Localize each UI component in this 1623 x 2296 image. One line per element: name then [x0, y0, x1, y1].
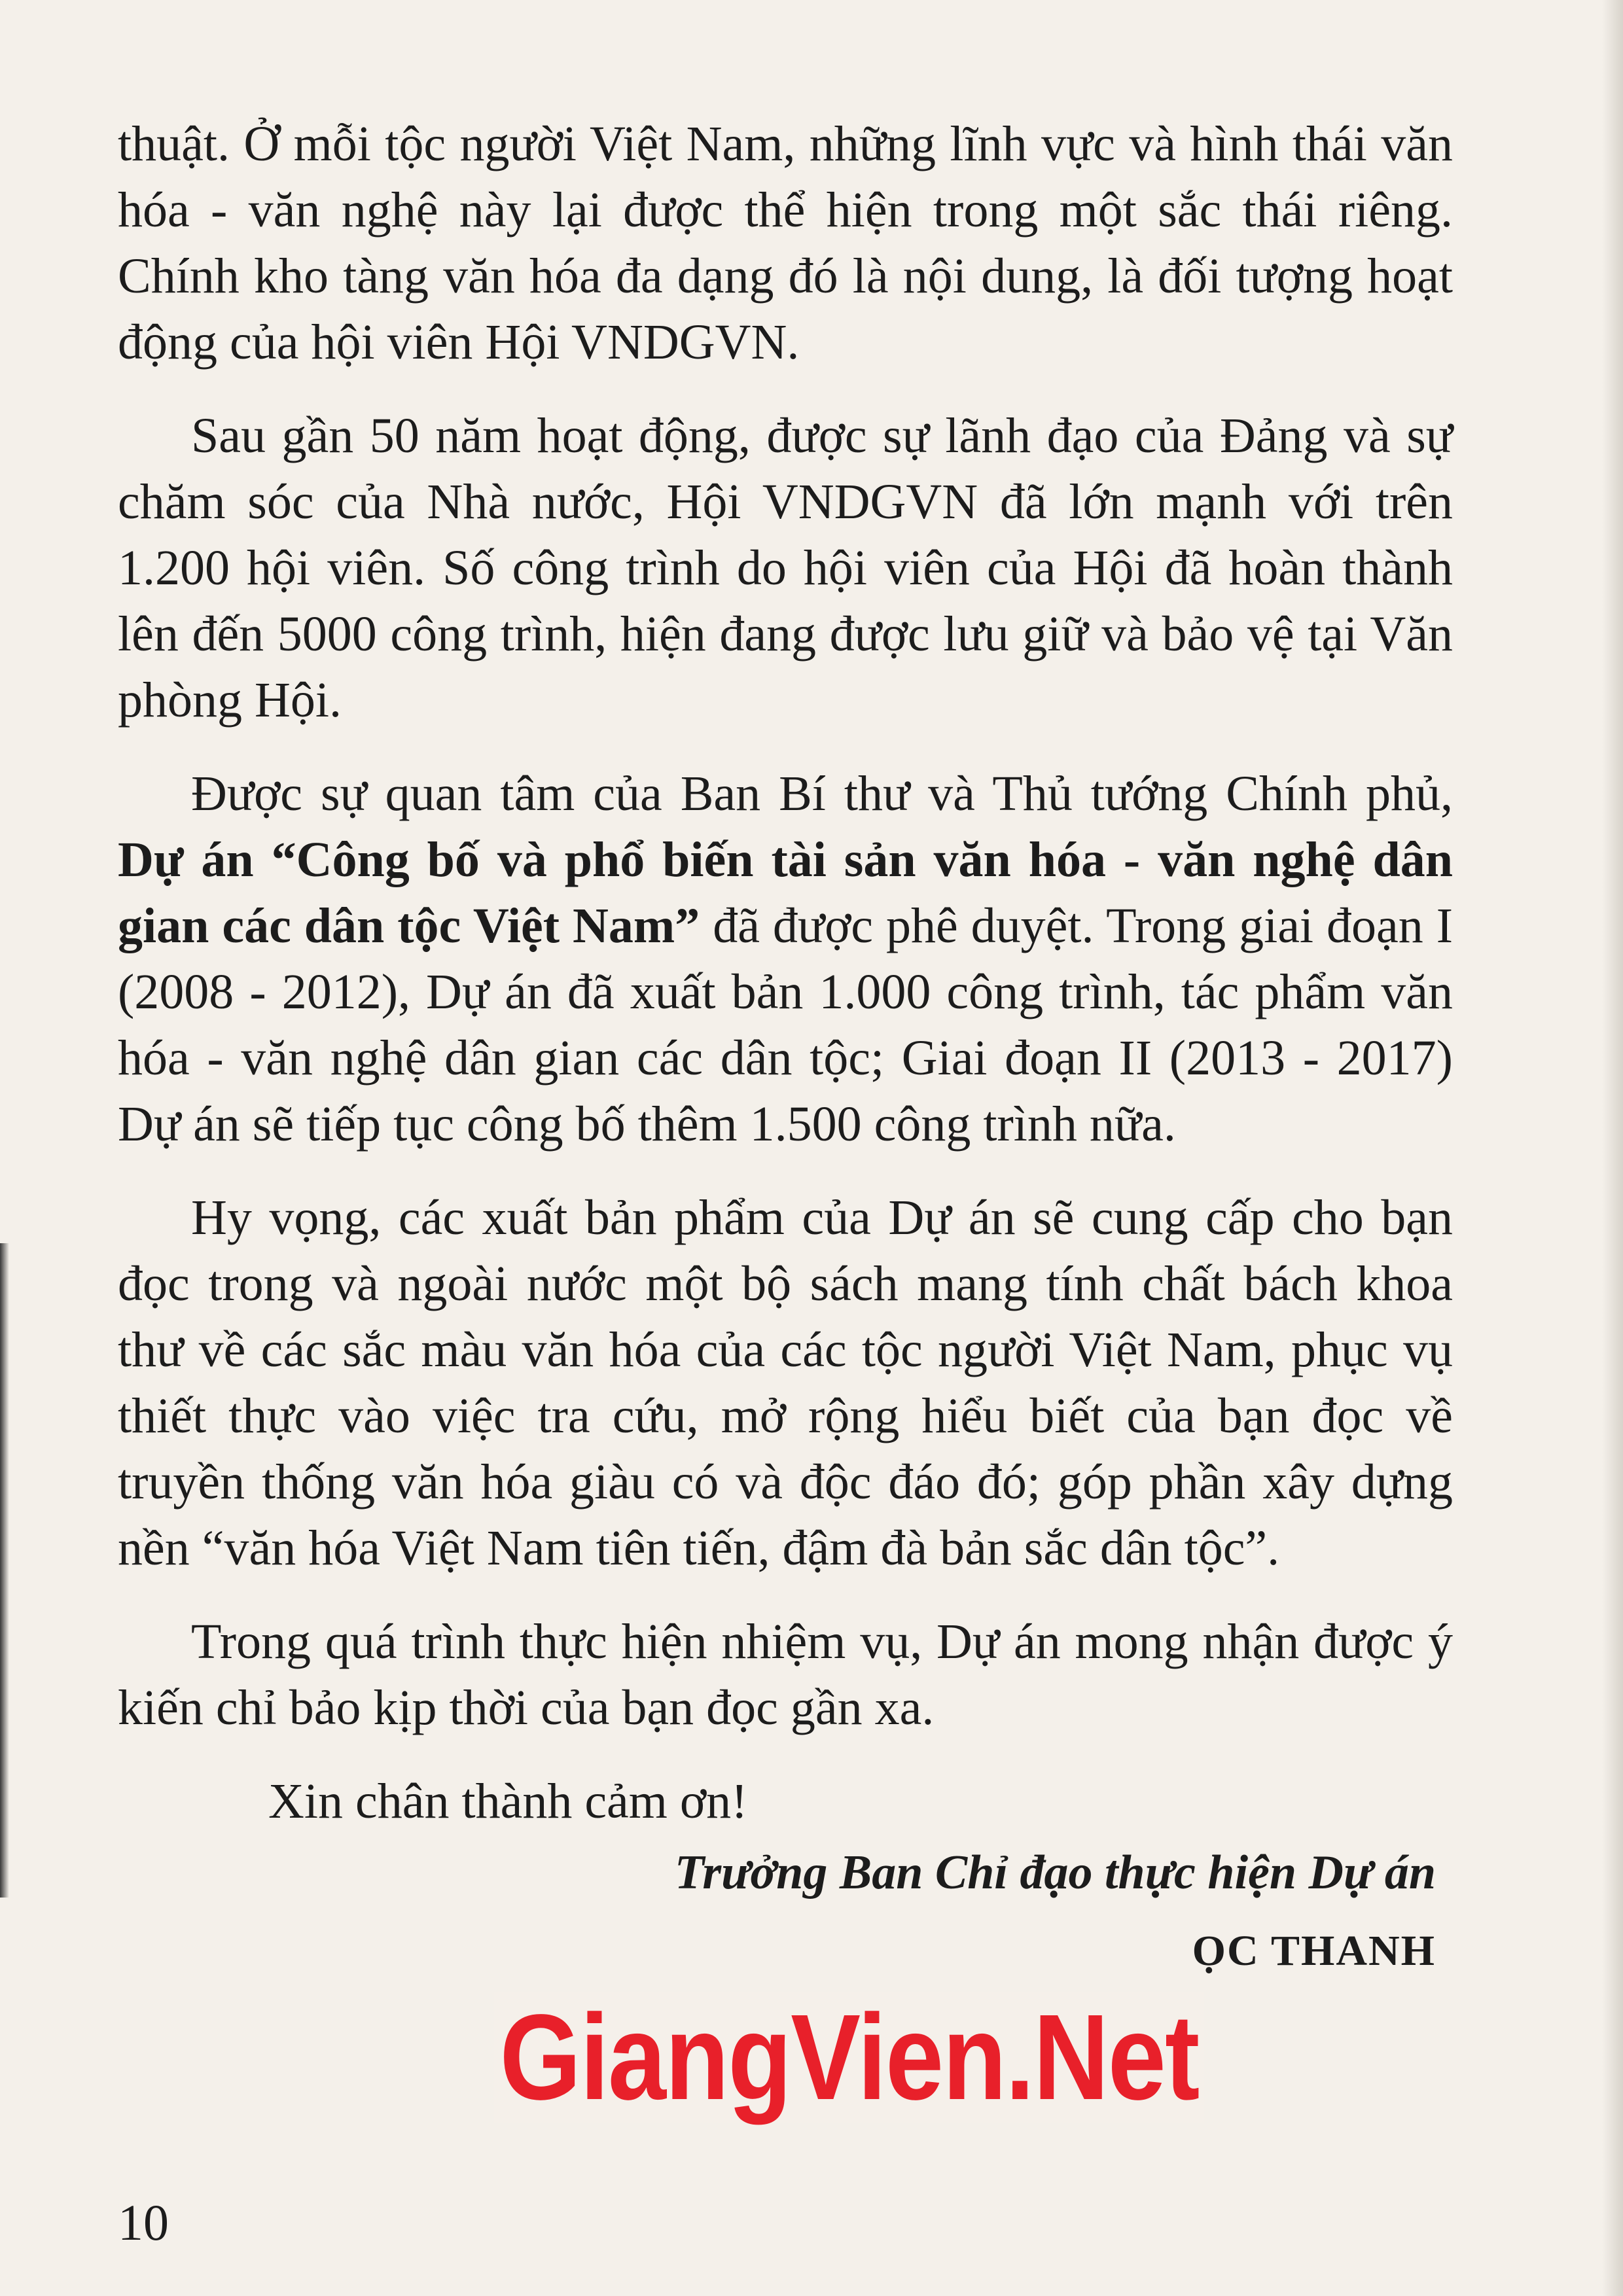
- page-body: [118, 111, 1453, 1987]
- paragraph-1: thuật. Ở mỗi tộc người Việt Nam, những lĩnh vực và hình thái văn hóa - văn nghệ này lại được thể hiện trong một sắc thái riêng. Chính kho tàng văn hóa đa dạng đó là nội dung, là đối tượng hoạt động của hội viên Hội VNDGVN.: [118, 116, 1453, 370]
- paragraph-2: Sau gần 50 năm hoạt động, được sự lãnh đạo của Đảng và sự chăm sóc của Nhà nước, Hội VNDGVN đã lớn mạnh với trên 1.200 hội viên. Số công trình do hội viên của Hội đã hoàn thành lên đến 5000 công trình, hiện đang được lưu giữ và bảo vệ tại Văn phòng Hội.: [118, 408, 1453, 728]
- scan-edge-shadow-right: [1602, 0, 1623, 2296]
- paragraph-3-rest: đã được phê duyệt. Trong giai đoạn I (2008 - 2012), Dự án đã xuất bản 1.000 công trình, tác phẩm văn hóa - văn nghệ dân gian các dân tộc; Giai đoạn II (2013 - 2017) Dự án sẽ tiếp tục công bố thêm 1.500 công trình nữa.: [118, 898, 1454, 1152]
- paragraph-3: [118, 761, 1453, 1157]
- signature-name: ỌC THANH: [1192, 1927, 1436, 1975]
- page-number: 10: [118, 2194, 169, 2251]
- paragraph-4: Hy vọng, các xuất bản phẩm của Dự án sẽ cung cấp cho bạn đọc trong và ngoài nước một bộ sách mang tính chất bách khoa thư về các sắc màu văn hóa của các tộc người Việt Nam, phục vụ thiết thực vào việc tra cứu, mở rộng hiểu biết của bạn đọc về truyền thống văn hóa giàu có và độc đáo đó; góp phần xây dựng nền “văn hóa Việt Nam tiên tiến, đậm đà bản sắc dân tộc”.: [118, 1190, 1453, 1576]
- signature-title: Trưởng Ban Chỉ đạo thực hiện Dự án: [674, 1846, 1436, 1899]
- watermark-logo: GiangVien.Net: [494, 1992, 1204, 2123]
- project-name-bold: Dự án “Công bố và phổ biến tài sản văn hóa - văn nghệ dân gian các dân tộc Việt Nam”: [118, 832, 1453, 953]
- scan-edge-shadow: [0, 1243, 9, 1898]
- paragraph-5: Trong quá trình thực hiện nhiệm vụ, Dự án mong nhận được ý kiến chỉ bảo kịp thời của bạn đọc gần xa.: [118, 1614, 1453, 1735]
- closing-thanks: Xin chân thành cảm ơn!: [268, 1774, 748, 1829]
- paragraph-3-intro: Được sự quan tâm của Ban Bí thư và Thủ tướng Chính phủ,: [191, 766, 1453, 821]
